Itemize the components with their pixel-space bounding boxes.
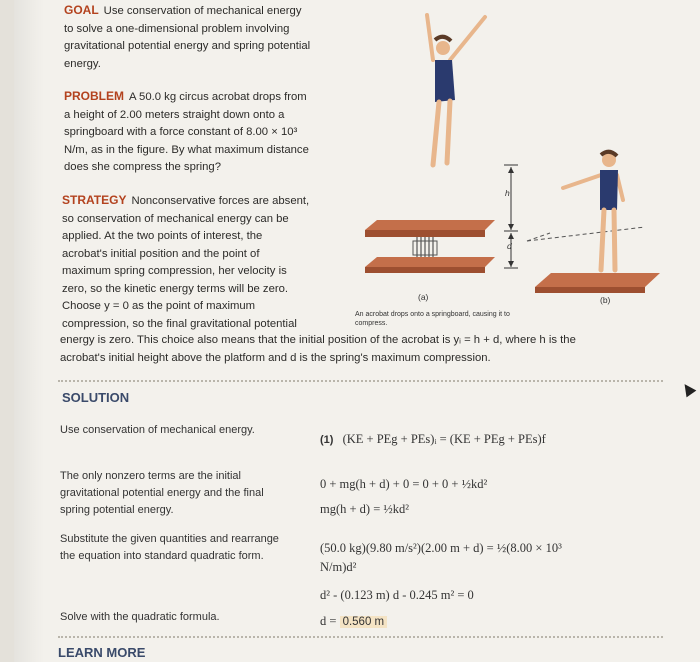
solution-step-1-equation — [320, 432, 546, 447]
problem-line-5: does she compress the spring? — [64, 161, 221, 173]
equation-number: (1) — [320, 434, 334, 446]
goal-line-2: to solve a one-dimensional problem involving — [64, 22, 290, 35]
acrobat-figure — [355, 5, 665, 295]
strategy-full-lines — [60, 332, 680, 367]
strategy-line-7: Choose y = 0 as the point of maximum — [62, 300, 256, 312]
strategy-line-5: maximum spring compression, her velocity is — [62, 265, 287, 277]
strategy-line-4: acrobat's initial position and the point of — [62, 247, 260, 260]
strategy-line-1: STRATEGY Nonconservative forces are absent, — [62, 193, 310, 207]
strategy-line-10: acrobat's initial height above the platform and d is the spring's maximum compression. — [60, 351, 491, 364]
springboard-a — [365, 220, 495, 273]
springboard-b — [527, 227, 660, 293]
solution-step-2-text: The only nonzero terms are the initial gravitational potential energy and the final spring potential energy. — [60, 470, 264, 516]
mouse-cursor-icon — [680, 381, 697, 398]
figure-caption-line-1: An acrobat drops onto a springboard, causing it to — [355, 311, 510, 318]
solution-step-4-equation — [320, 614, 387, 629]
strategy-section — [62, 192, 362, 333]
figure-caption-line-2: compress. — [355, 319, 388, 327]
solution-step-2-equation-2: mg(h + d) = ½kd² — [320, 502, 410, 516]
solution-step-3-equation-1: (50.0 kg)(9.80 m/s²)(2.00 m + d) = ½(8.00 × 10³ — [320, 541, 562, 555]
landed-acrobat — [563, 152, 623, 270]
page-shadow — [14, 0, 44, 662]
problem-line-4: N/m, as in the figure. By what maximum distance — [64, 143, 309, 156]
solution-heading: SOLUTION — [62, 390, 130, 405]
solution-step-4-text: Solve with the quadratic formula. — [60, 611, 220, 623]
answer-prefix: d = — [320, 614, 337, 628]
solution-step-1-text: Use conservation of mechanical energy. — [60, 424, 255, 436]
problem-section — [64, 88, 364, 177]
strategy-label: STRATEGY — [62, 193, 127, 207]
strategy-line-3: applied. At the two points of interest, the — [62, 230, 263, 242]
strategy-line-6: zero, so the kinetic energy terms will be zero. — [62, 282, 289, 295]
equation-1: (KE + PEg + PEs)ᵢ = (KE + PEg + PEs)f — [342, 432, 546, 446]
bottom-divider — [58, 636, 663, 638]
solution-step-3-equation-2: N/m)d² — [320, 560, 357, 574]
figure-label-b: (b) — [600, 295, 611, 305]
height-arrow — [504, 165, 518, 268]
figure-label-a: (a) — [418, 292, 429, 302]
strategy-line-9: energy is zero. This choice also means that the initial position of the acrobat is yᵢ = h + d, where h is the — [60, 334, 576, 346]
problem-line-2: a height of 2.00 meters straight down onto a — [64, 108, 285, 121]
learn-more-link[interactable]: LEARN MORE — [58, 645, 146, 660]
problem-line-3: springboard with a force constant of 8.00 × 10³ — [64, 126, 298, 138]
goal-line-4: energy. — [64, 57, 101, 70]
goal-line-1: GOAL Use conservation of mechanical energy — [64, 3, 302, 17]
figure-label-d: d — [507, 241, 512, 251]
strategy-line-2: so conservation of mechanical energy can be — [62, 212, 289, 225]
goal-section — [64, 2, 354, 73]
goal-label: GOAL — [64, 3, 99, 17]
section-divider — [58, 380, 663, 382]
solution-step-2-equation-1: 0 + mg(h + d) + 0 = 0 + 0 + ½kd² — [320, 477, 488, 491]
figure-label-h: h — [505, 188, 510, 198]
goal-line-3: gravitational potential energy and spring potential — [64, 40, 311, 52]
solution-step-3-text: Substitute the given quantities and rearrange the equation into standard quadratic form. — [60, 533, 279, 562]
left-margin-bar — [0, 0, 14, 662]
answer-value: 0.560 m — [340, 616, 388, 628]
problem-line-1: PROBLEM A 50.0 kg circus acrobat drops from — [64, 89, 307, 103]
solution-step-3-equation-3: d² - (0.123 m) d - 0.245 m² = 0 — [320, 588, 474, 602]
figure-caption — [355, 311, 510, 328]
strategy-line-8: compression, so the final gravitational potential — [62, 317, 297, 330]
falling-acrobat — [427, 15, 485, 165]
problem-label: PROBLEM — [64, 89, 124, 103]
